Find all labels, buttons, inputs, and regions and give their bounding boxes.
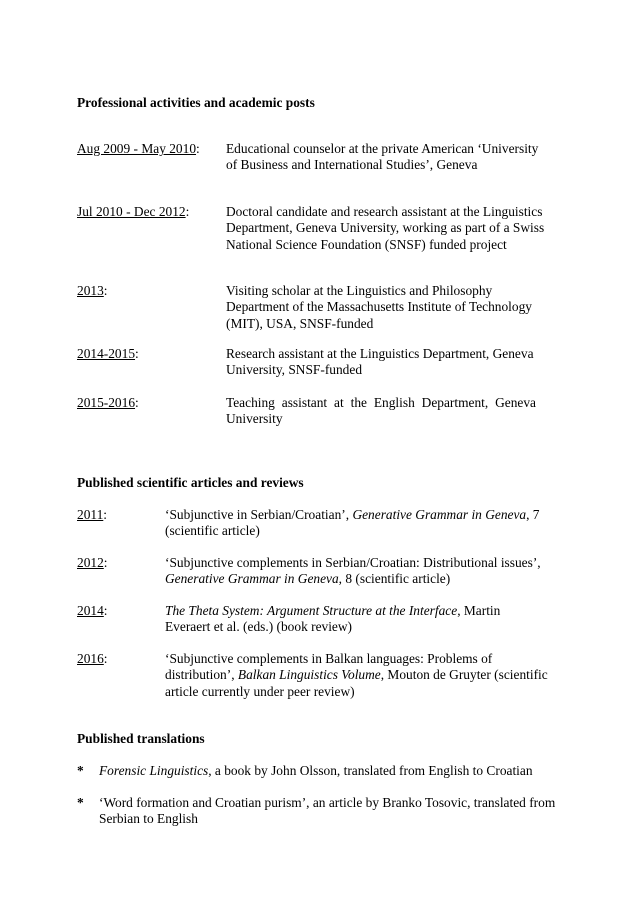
translation-detail: , a book by John Olsson, translated from English to Croatian xyxy=(208,763,533,778)
description-line: Doctoral candidate and research assistant at the Linguistics xyxy=(226,204,543,219)
translation-text xyxy=(99,795,556,828)
entry-date xyxy=(77,204,189,220)
description-line: Everaert et al. (eds.) (book review) xyxy=(165,619,353,635)
description-line xyxy=(165,507,540,523)
description-line xyxy=(165,667,548,683)
date-text: 2014 xyxy=(77,603,104,618)
journal-name: Generative Grammar in Geneva xyxy=(352,507,527,522)
description-line: Educational counselor at the private American ‘University xyxy=(226,141,539,156)
description-line: Teaching assistant at the English Department, Geneva xyxy=(226,395,536,410)
entry-description xyxy=(165,555,540,588)
entry-description xyxy=(226,141,539,174)
entry-date xyxy=(77,651,108,667)
description-line: University xyxy=(226,411,283,427)
article-title: ‘Subjunctive in Serbian/Croatian’, xyxy=(165,507,353,522)
translation-text xyxy=(99,763,547,779)
description-line: ‘Word formation and Croatian purism’, an article by Branko Tosovic, translated from xyxy=(99,795,556,810)
section-heading-articles: Published scientific articles and reviews xyxy=(77,475,304,490)
date-text: 2011 xyxy=(77,507,104,522)
description-line: Research assistant at the Linguistics Department, Geneva xyxy=(226,346,534,361)
description-line: ‘Subjunctive complements in Serbian/Croatian: Distributional issues’, xyxy=(165,555,541,570)
description-line: Department, Geneva University, working as part of a Swiss xyxy=(226,220,545,236)
date-sep: : xyxy=(135,346,139,361)
volume-name: Balkan Linguistics Volume xyxy=(237,667,381,683)
date-sep: : xyxy=(135,395,139,410)
entry-date xyxy=(77,507,107,523)
entry-description xyxy=(226,395,536,428)
entry-description xyxy=(165,651,548,700)
entry-description xyxy=(226,283,536,332)
description-line: Serbian to English xyxy=(99,811,198,827)
bullet-icon: * xyxy=(77,763,84,778)
section-heading-professional: Professional activities and academic posts xyxy=(77,95,315,110)
description-line: of Business and International Studies’, Geneva xyxy=(226,157,478,173)
date-sep: : xyxy=(103,603,108,618)
date-text: 2015-2016 xyxy=(77,395,136,410)
issue-number: , 8 (scientific article) xyxy=(338,571,451,587)
bullet-icon: * xyxy=(77,795,84,810)
section-heading-translations: Published translations xyxy=(77,731,205,746)
entry-date xyxy=(77,283,108,299)
entry-date xyxy=(77,346,139,362)
entry-date xyxy=(77,395,139,411)
description-line: National Science Foundation (SNSF) funded project xyxy=(226,236,507,252)
description-line: Department of the Massachusetts Institute of Technology xyxy=(226,299,532,315)
entry-date xyxy=(77,141,200,157)
description-line: (MIT), USA, SNSF-funded xyxy=(226,315,374,331)
entry-description xyxy=(165,603,540,636)
book-title: Forensic Linguistics xyxy=(99,763,209,778)
date-sep: : xyxy=(103,507,108,522)
author: , Martin xyxy=(457,603,501,618)
entry-date xyxy=(77,603,108,619)
article-title-end: distribution’, xyxy=(165,667,238,683)
date-text: 2013 xyxy=(77,283,104,298)
date-text: Aug 2009 - May 2010 xyxy=(77,141,197,156)
date-text: 2014-2015 xyxy=(77,346,136,361)
description-line: University, SNSF-funded xyxy=(226,362,363,378)
journal-name: Generative Grammar in Geneva xyxy=(165,571,339,587)
date-sep: : xyxy=(103,555,108,570)
date-sep: : xyxy=(185,204,190,219)
date-sep: : xyxy=(103,283,108,298)
entry-description xyxy=(226,204,545,253)
description-line xyxy=(165,571,540,587)
book-title: The Theta System: Argument Structure at the Interface xyxy=(165,603,458,618)
date-text: Jul 2010 - Dec 2012 xyxy=(77,204,186,219)
publisher: , Mouton de Gruyter (scientific xyxy=(380,667,548,683)
entry-description xyxy=(165,507,540,540)
description-line: (scientific article) xyxy=(165,523,260,539)
description-line: article currently under peer review) xyxy=(165,683,355,699)
entry-date xyxy=(77,555,108,571)
date-sep: : xyxy=(196,141,200,156)
date-text: 2016 xyxy=(77,651,104,666)
entry-description xyxy=(226,346,536,379)
date-sep: : xyxy=(103,651,108,666)
date-text: 2012 xyxy=(77,555,104,570)
issue-number: , 7 xyxy=(526,507,540,522)
description-line: Visiting scholar at the Linguistics and Philosophy xyxy=(226,283,493,298)
description-line xyxy=(99,763,547,779)
description-line: ‘Subjunctive complements in Balkan languages: Problems of xyxy=(165,651,493,666)
description-line xyxy=(165,603,540,619)
